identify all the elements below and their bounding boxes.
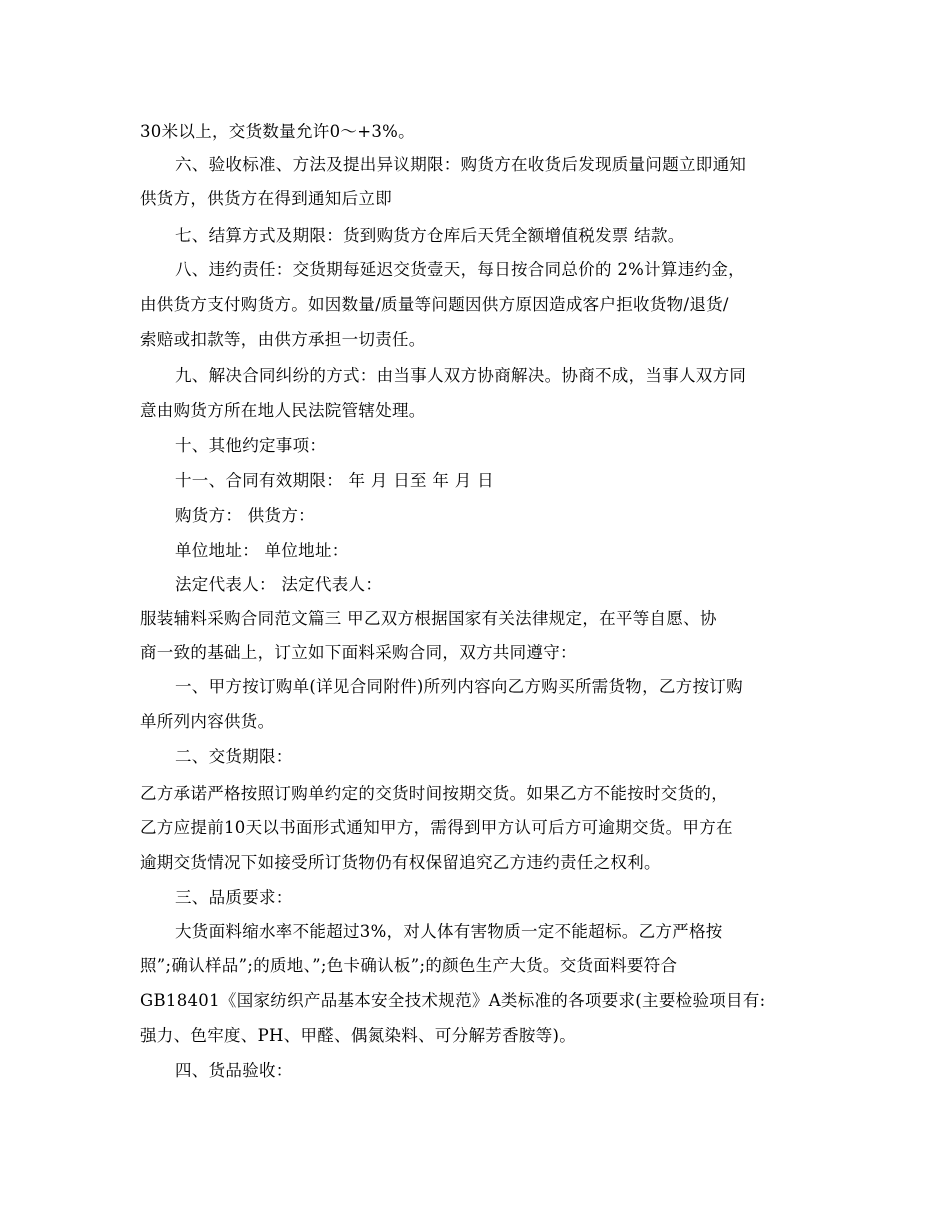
text-line: 意由购货方所在地人民法院管辖处理。 [140,401,426,420]
text-line: 一、甲方按订购单(详见合同附件)所列内容向乙方购买所需货物，乙方按订购 [175,677,743,696]
text-line: 强力、色牢度、PH、甲醛、偶氮染料、可分解芳香胺等)。 [140,1026,577,1045]
text-line: 七、结算方式及期限：货到购货方仓库后天凭全额增值税发票 结款。 [175,226,685,245]
text-line: 十一、合同有效期限： 年 月 日至 年 月 日 [175,471,494,490]
text-line: 30米以上，交货数量允许0～+3%。 [140,122,415,141]
text-line: 索赔或扣款等，由供方承担一切责任。 [140,330,426,349]
text-line: 三、品质要求： [175,888,293,907]
text-line: 十、其他约定事项： [175,436,327,455]
text-line: 九、解决合同纠纷的方式：由当事人双方协商解决。协商不成，当事人双方同 [175,366,747,385]
text-line: 法定代表人： 法定代表人： [175,575,383,594]
text-line: 照”;确认样品”;的质地、”;色卡确认板”;的颜色生产大货。交货面料要符合 [140,956,678,975]
text-line: 乙方承诺严格按照订购单约定的交货时间按期交货。如果乙方不能按时交货的， [140,784,728,803]
text-line: 逾期交货情况下如接受所订货物仍有权保留追究乙方违约责任之权利。 [140,853,661,872]
text-line: 由供货方支付购货方。如因数量/质量等问题因供方原因造成客户拒收货物/退货/ [140,295,729,314]
text-line: 供货方，供货方在得到通知后立即 [140,189,392,208]
text-line: 四、货品验收： [175,1061,293,1080]
text-line: 单所列内容供货。 [140,712,275,731]
text-line: 购货方： 供货方： [175,506,315,525]
text-line: GB18401《国家纺织产品基本安全技术规范》A类标准的各项要求(主要检验项目有: [140,991,766,1010]
text-line: 二、交货期限： [175,747,293,766]
text-line: 六、验收标准、方法及提出异议期限：购货方在收货后发现质量问题立即通知 [175,155,747,174]
text-line: 服装辅料采购合同范文篇三 甲乙双方根据国家有关法律规定，在平等自愿、协 [140,609,717,628]
text-line: 商一致的基础上，订立如下面料采购合同，双方共同遵守： [140,643,577,662]
text-line: 大货面料缩水率不能超过3%，对人体有害物质一定不能超标。乙方严格按 [175,922,723,941]
text-line: 八、违约责任：交货期每延迟交货壹天，每日按合同总价的 2%计算违约金， [175,260,745,279]
text-line: 乙方应提前10天以书面形式通知甲方，需得到甲方认可后方可逾期交货。甲方在 [140,818,733,837]
text-line: 单位地址： 单位地址： [175,541,349,560]
